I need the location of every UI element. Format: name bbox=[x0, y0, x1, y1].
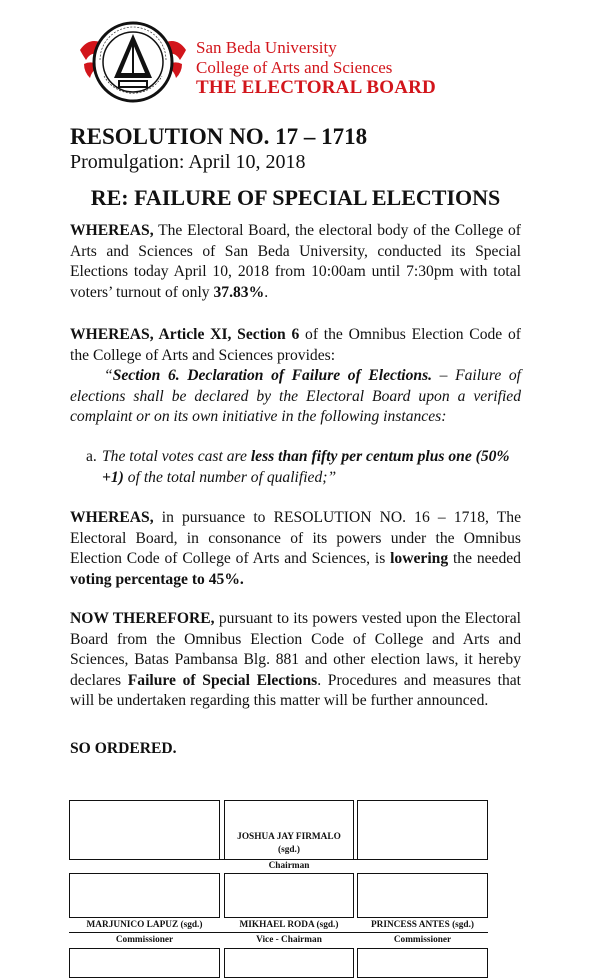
p3-mid: the needed bbox=[448, 550, 521, 567]
item-text-1: The total votes cast are bbox=[102, 448, 251, 465]
signature-box-blank-left bbox=[69, 800, 220, 860]
commissioner-left-name: MARJUNICO LAPUZ (sgd.) bbox=[86, 920, 203, 930]
p1-lead: WHEREAS, bbox=[70, 222, 154, 239]
resolution-number: RESOLUTION NO. 17 – 1718 bbox=[70, 124, 368, 149]
letterhead bbox=[78, 20, 518, 110]
p4-lead: NOW THEREFORE, bbox=[70, 610, 215, 627]
signature-box-right bbox=[357, 873, 488, 918]
p4-bold: Failure of Special Elections bbox=[127, 671, 318, 689]
commissioner-right-name: PRINCESS ANTES (sgd.) bbox=[370, 920, 475, 930]
p1-text: The Electoral Board, the electoral body of the College of Arts and Sciences of San Beda University, conducted its Special Elections today April 10, 2018 from 10:00am until 7:30pm with total voters’ turnout of only bbox=[70, 222, 521, 301]
item-text-2: of the total number of qualified;” bbox=[123, 468, 337, 486]
quoted-section bbox=[70, 366, 521, 428]
board-name: THE ELECTORAL BOARD bbox=[196, 77, 436, 98]
p4-text: pursuant to its powers vested upon the Electoral Board from the Omnibus Election Code of College and Arts and Sciences, Batas Pambansa Blg. 881 and other election laws, it hereby declares bbox=[70, 610, 521, 689]
now-therefore-paragraph bbox=[70, 609, 521, 712]
signature-box-row3-left bbox=[69, 948, 220, 978]
whereas-paragraph-3 bbox=[70, 508, 521, 590]
p3-text: in pursuance to RESOLUTION NO. 16 – 1718, The Electoral Board, in consonance of its powers under the Omnibus Election Code of College of Arts and Sciences, is bbox=[70, 509, 521, 567]
p4-end: . Procedures and measures that will be undertaken regarding this matter will be further announced. bbox=[70, 671, 521, 709]
p1-end: . bbox=[264, 283, 269, 301]
p2-text: of the Omnibus Election Code of the College of Arts and Sciences provides: bbox=[70, 326, 521, 364]
vice-chairman-role: Vice - Chairman bbox=[256, 935, 322, 945]
p3-bold-2: voting percentage to 45%. bbox=[70, 570, 244, 588]
quote-text: – Failure of elections shall be declared by the Electoral Board upon a verified complaint or on its own initiative in the following instances: bbox=[70, 367, 521, 425]
resolution-subject: RE: FAILURE OF SPECIAL ELECTIONS bbox=[90, 185, 501, 210]
whereas-paragraph-2 bbox=[70, 325, 521, 366]
whereas-paragraph-1 bbox=[70, 221, 521, 303]
chairman-sgd: (sgd.) bbox=[278, 845, 300, 855]
p3-bold-1: lowering bbox=[390, 550, 449, 567]
signature-box-left bbox=[69, 873, 220, 918]
quoted-item-a bbox=[70, 447, 521, 488]
so-ordered: SO ORDERED. bbox=[70, 740, 177, 757]
signature-box-row3-center bbox=[224, 948, 354, 978]
p3-lead: WHEREAS, bbox=[70, 509, 154, 526]
p2-lead: WHEREAS, Article XI, Section 6 bbox=[70, 326, 300, 343]
row2-rule bbox=[69, 932, 488, 933]
vice-chairman-name: MIKHAEL RODA (sgd.) bbox=[239, 920, 339, 930]
commissioner-left-role: Commissioner bbox=[115, 935, 174, 945]
row1-rule bbox=[69, 859, 488, 860]
item-bold: less than fifty per centum plus one (50% +1) bbox=[102, 448, 510, 486]
turnout-value: 37.83% bbox=[213, 283, 265, 301]
chairman-name: JOSHUA JAY FIRMALO bbox=[237, 832, 341, 842]
item-label: a. bbox=[86, 448, 97, 465]
promulgation-date: Promulgation: April 10, 2018 bbox=[70, 151, 306, 173]
signature-box-blank-right bbox=[357, 800, 488, 860]
commissioner-right-role: Commissioner bbox=[393, 935, 452, 945]
quote-open: “ bbox=[104, 367, 113, 384]
quote-heading: Section 6. Declaration of Failure of Elections. bbox=[112, 367, 433, 384]
university-name: San Beda University bbox=[196, 38, 337, 57]
electoral-board-seal bbox=[78, 20, 188, 105]
college-name: College of Arts and Sciences bbox=[196, 58, 393, 77]
signature-box-row3-right bbox=[357, 948, 488, 978]
signature-box-center bbox=[224, 873, 354, 918]
chairman-role: Chairman bbox=[268, 861, 310, 871]
